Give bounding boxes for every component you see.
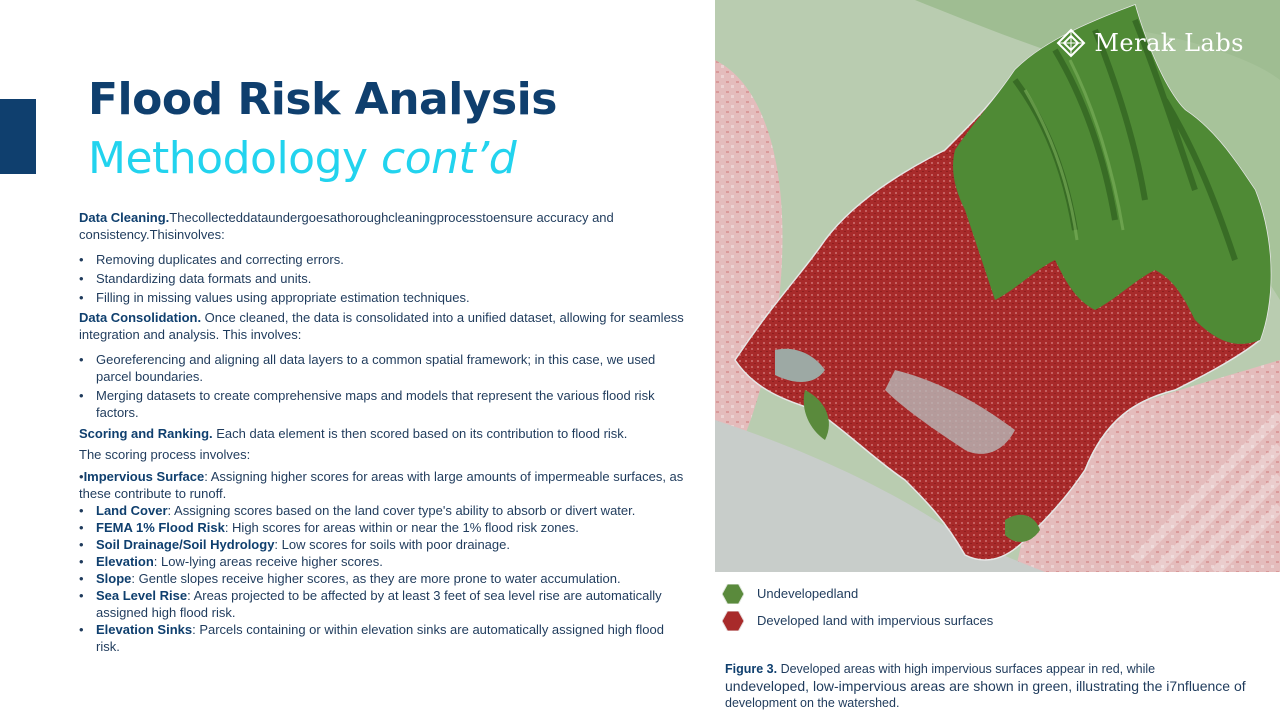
data-consolidation-paragraph [79, 309, 691, 343]
scoring-item-sea-level [79, 587, 691, 621]
scoring-item-elevation [79, 553, 691, 570]
scoring-item-name: Land Cover [96, 503, 168, 518]
list-item: • Merging datasets to create comprehensive maps and models that represent the various flood risk factors. [79, 387, 691, 421]
data-cleaning-text: Thecollecteddataundergoesathoroughcleaningprocesstoensure accuracy and consistency.Thisinvolves: [79, 210, 614, 242]
data-consolidation-heading: Data Consolidation. [79, 310, 202, 325]
map-legend [722, 580, 993, 634]
legend-label: Developed land with impervious surfaces [757, 613, 994, 628]
caption-text-2: undeveloped, low-impervious areas are shown in green, illustrating the i7nfluence of [725, 678, 1246, 694]
data-consolidation-list [79, 351, 691, 421]
scoring-heading: Scoring and Ranking. [79, 426, 213, 441]
page-subtitle [88, 133, 516, 184]
scoring-item-name: Soil Drainage/Soil Hydrology [96, 537, 275, 552]
merak-logo-text: Merak Labs [1094, 29, 1244, 57]
legend-item-developed [722, 607, 993, 634]
watershed-map-graphic [715, 0, 1280, 572]
scoring-item-name: Slope [96, 571, 132, 586]
merak-labs-logo [1056, 28, 1244, 58]
scoring-item-desc: : Gentle slopes receive higher scores, as they are more prone to water accumulation. [131, 571, 621, 586]
scoring-text: Each data element is then scored based on its contribution to flood risk. [212, 426, 628, 441]
scoring-process-intro: The scoring process involves: [79, 447, 251, 462]
scoring-paragraph [79, 425, 691, 442]
list-item: • Standardizing data formats and units. [79, 270, 691, 287]
figure-caption [725, 661, 1280, 712]
subtitle-italic: cont’d [381, 133, 517, 184]
legend-label: Undevelopedland [757, 586, 859, 601]
data-cleaning-list [79, 251, 691, 306]
scoring-item-sinks [79, 621, 691, 655]
scoring-item-desc: : Low-lying areas receive higher scores. [153, 554, 383, 569]
scoring-item-name: Impervious Surface [83, 469, 205, 484]
subtitle-main: Methodology [88, 133, 382, 184]
data-cleaning-heading: Data Cleaning. [79, 210, 170, 225]
watershed-map [715, 0, 1280, 572]
scoring-item-desc: : High scores for areas within or near the 1% flood risk zones. [224, 520, 579, 535]
caption-text-1: Developed areas with high impervious surfaces appear in red, while [777, 662, 1156, 676]
merak-logo-mark-icon [1056, 28, 1086, 58]
scoring-item-name: Elevation Sinks [96, 622, 193, 637]
scoring-item-name: Elevation [96, 554, 154, 569]
scoring-item-name: FEMA 1% Flood Risk [96, 520, 225, 535]
scoring-item-fema [79, 519, 691, 536]
data-cleaning-paragraph [79, 209, 691, 243]
scoring-item-land-cover [79, 502, 691, 519]
accent-bar [0, 99, 36, 174]
list-item: • Filling in missing values using appropriate estimation techniques. [79, 289, 691, 306]
scoring-item-desc: : Assigning higher scores for areas with large amounts of impermeable surfaces, as these contribute to runoff. [79, 469, 684, 501]
caption-text-3: development on the watershed. [725, 696, 900, 710]
methodology-text [79, 209, 691, 655]
green-hexagon-icon [722, 584, 744, 604]
legend-item-undeveloped [722, 580, 993, 607]
caption-label: Figure 3. [725, 662, 778, 676]
page-title: Flood Risk Analysis [88, 74, 557, 125]
data-consolidation-text: Once cleaned, the data is consolidated into a unified dataset, allowing for seamless integration and analysis. This involves: [79, 310, 684, 342]
caption-line-1 [725, 661, 1280, 678]
scoring-list [79, 468, 691, 655]
scoring-item-desc: : Assigning scores based on the land cover type's ability to absorb or divert water. [167, 503, 636, 518]
scoring-item-slope [79, 570, 691, 587]
list-item: • Removing duplicates and correcting errors. [79, 251, 691, 268]
scoring-item-desc: : Low scores for soils with poor drainage. [274, 537, 510, 552]
scoring-item-soil [79, 536, 691, 553]
scoring-item-desc: : Parcels containing or within elevation sinks are automatically assigned high flood risk. [96, 622, 664, 654]
scoring-item-desc: : Areas projected to be affected by at least 3 feet of sea level rise are automatically assigned high flood risk. [96, 588, 662, 620]
red-hexagon-icon [722, 611, 744, 631]
scoring-item-name: Sea Level Rise [96, 588, 188, 603]
list-item: • Georeferencing and aligning all data layers to a common spatial framework; in this case, we used parcel boundaries. [79, 351, 691, 385]
scoring-item-impervious: •Impervious Surface: Assigning higher scores for areas with large amounts of impermeable surfaces, as these contribute to runoff. [79, 469, 684, 501]
